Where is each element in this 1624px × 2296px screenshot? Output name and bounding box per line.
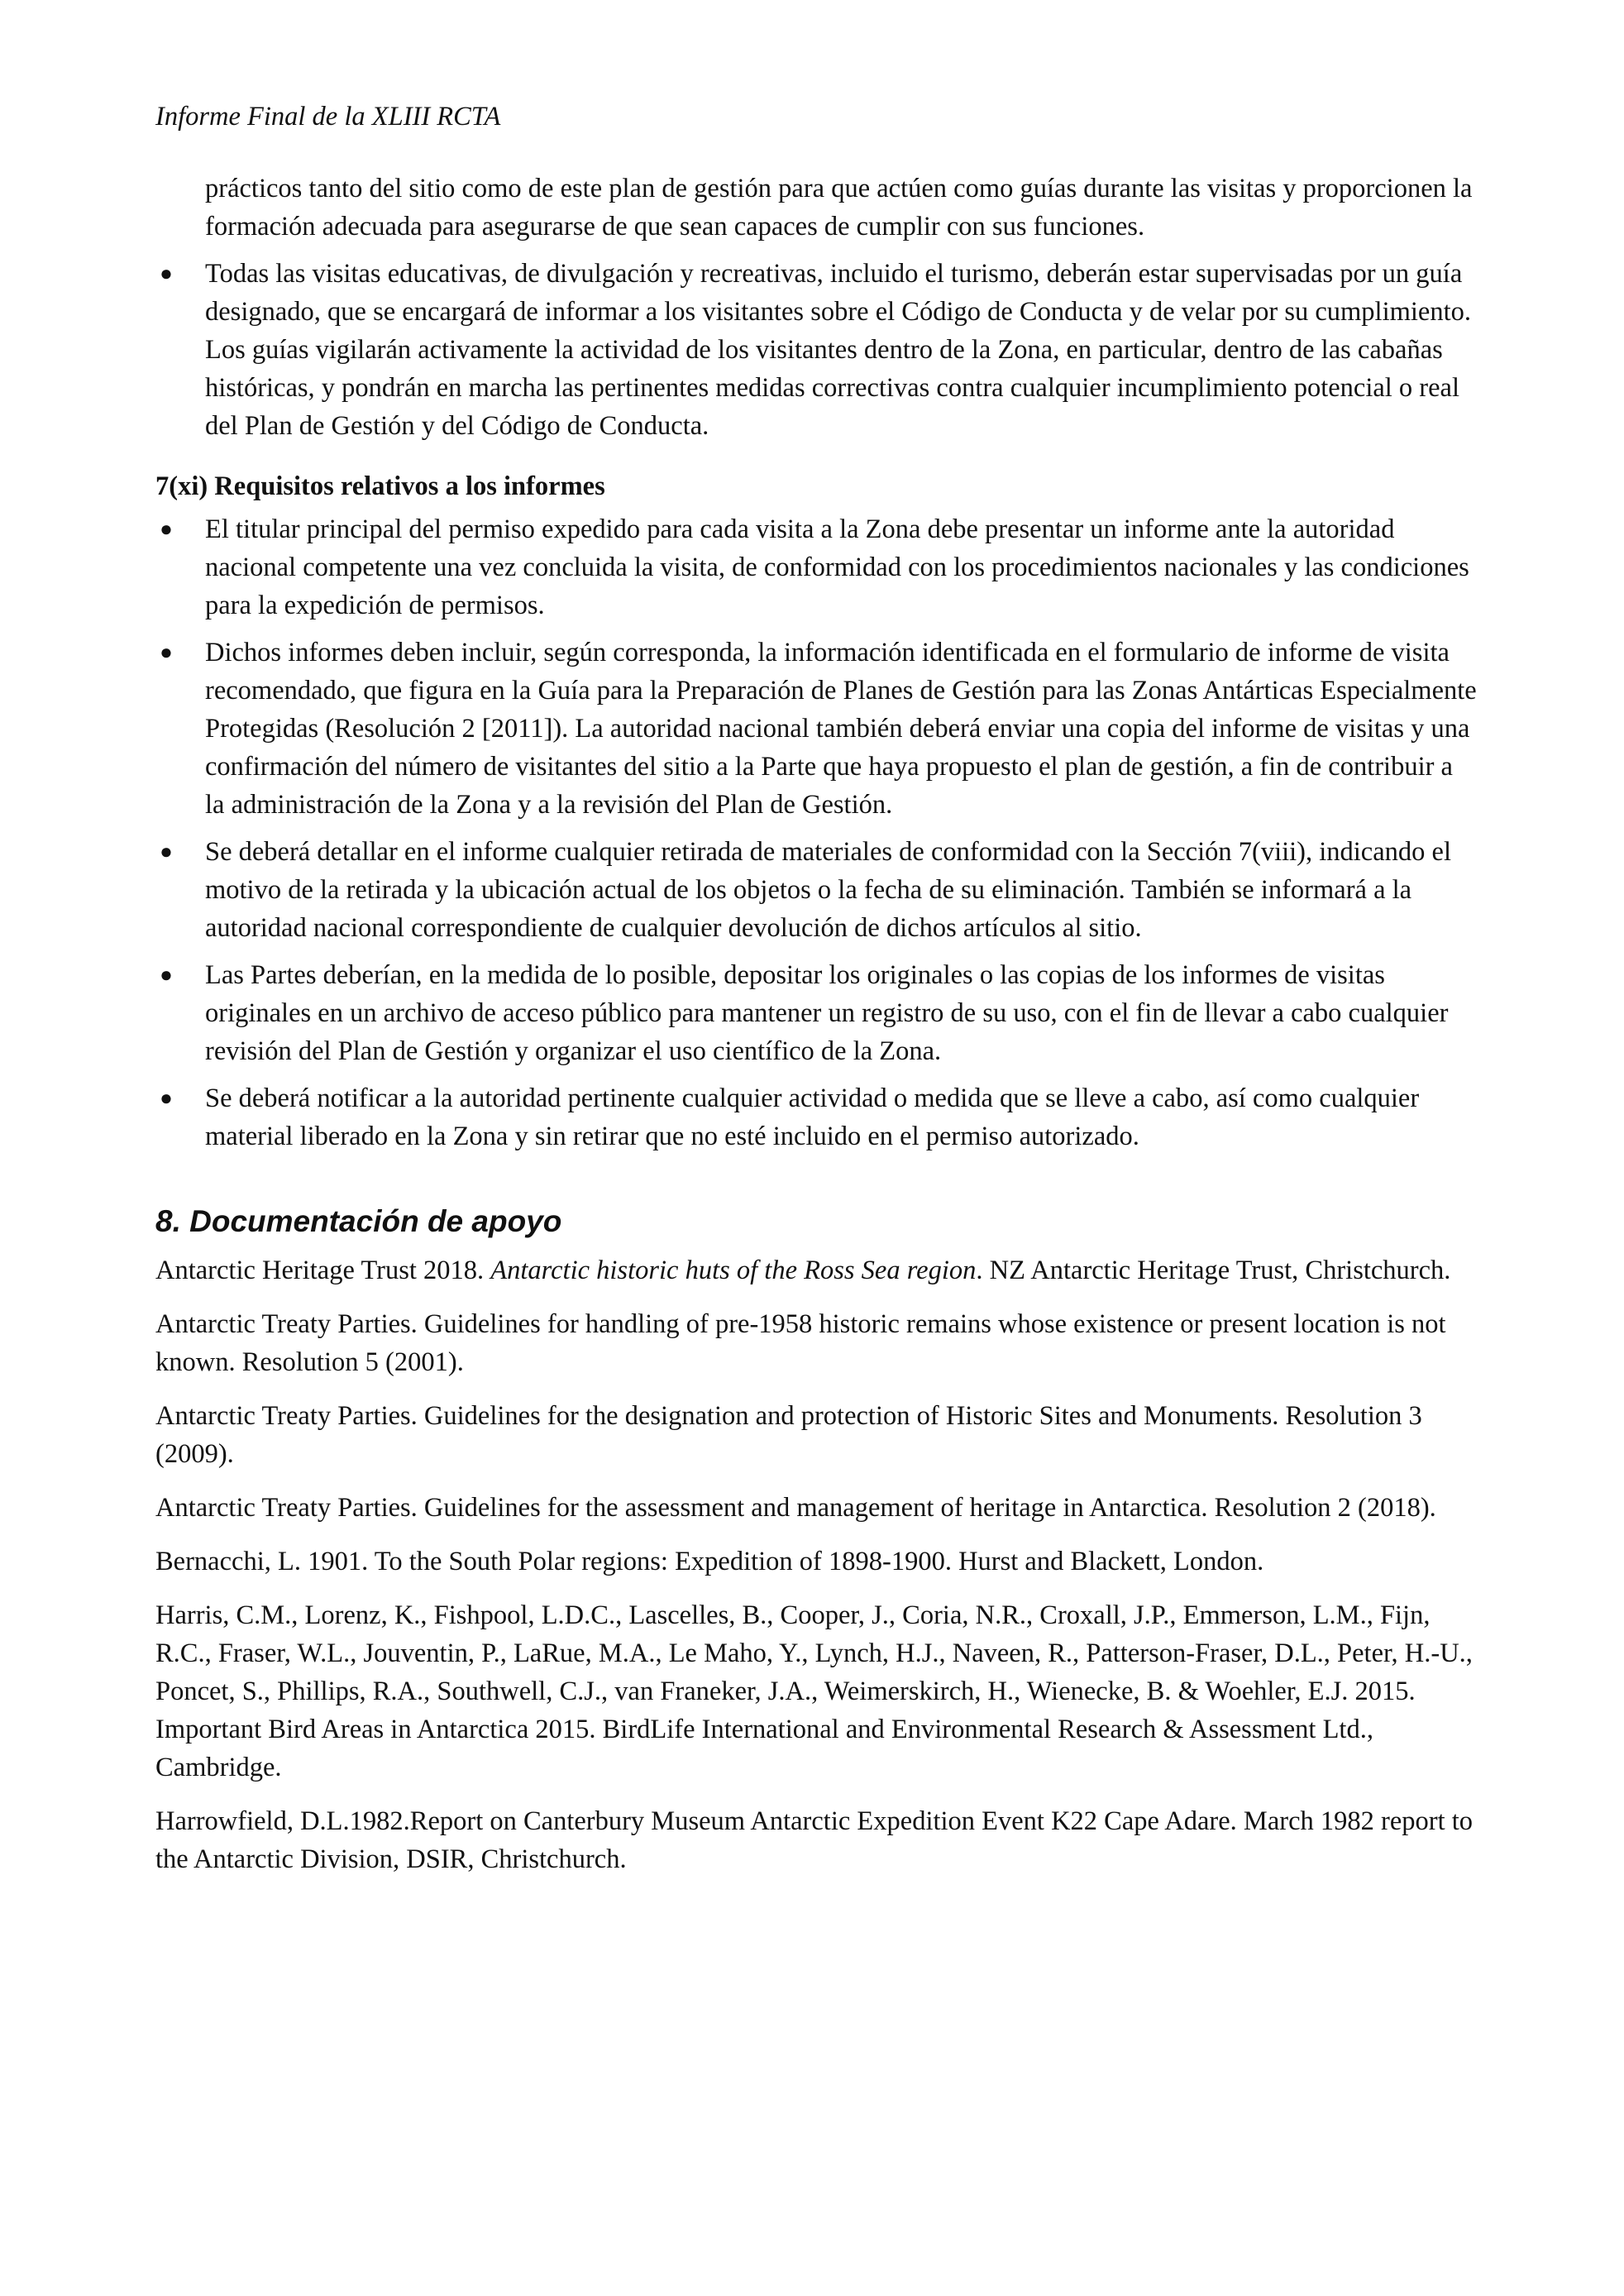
reference-entry: Antarctic Treaty Parties. Guidelines for handling of pre-1958 historic remains whose existence or present location is not known. Resolution 5 (2001). bbox=[155, 1309, 1446, 1377]
reference-text: Antarctic Heritage Trust 2018. bbox=[155, 1256, 491, 1285]
section-heading: 8. Documentación de apoyo bbox=[155, 1204, 562, 1238]
bullet-icon: ● bbox=[160, 261, 173, 285]
reference-entry: Antarctic Treaty Parties. Guidelines for the designation and protection of Historic Sites and Monuments. Resolution 3 (2009). bbox=[155, 1401, 1422, 1469]
bullet-list-top bbox=[155, 255, 1478, 445]
bullet-icon: ● bbox=[160, 640, 173, 664]
reference-entry: Harris, C.M., Lorenz, K., Fishpool, L.D.C., Lascelles, B., Cooper, J., Coria, N.R., Croxall, J.P., Emmerson, L.M., Fijn, R.C., Fraser, W.L., Jouventin, P., LaRue, M.A., Le Maho, Y., Lynch, H.J., Naveen, R., Patterson-Fraser, D.L., Peter, H.-U., Poncet, S., Phillips, R.A., Southwell, C.J., van Franeker, J.A., Weimerskirch, H., Wienecke, B. & Woehler, E.J. 2015. Important Bird Areas in Antarctica 2015. BirdLife International and Environmental Research & Assessment Ltd., Cambridge. bbox=[155, 1600, 1473, 1782]
bullet-icon: ● bbox=[160, 839, 173, 863]
list-item-text: El titular principal del permiso expedido para cada visita a la Zona debe presentar un informe ante la autoridad nacional competente una vez concluida la visita, de conformidad con los procedimientos nacionales y las condiciones para la expedición de permisos. bbox=[205, 514, 1469, 620]
list-item bbox=[155, 956, 1478, 1070]
continuation-paragraph: prácticos tanto del sitio como de este plan de gestión para que actúen como guías durante las visitas y proporcionen la formación adecuada para asegurarse de que sean capaces de cumplir con sus funciones. bbox=[205, 174, 1473, 242]
running-header: Informe Final de la XLIII RCTA bbox=[155, 102, 501, 132]
list-item-text: Las Partes deberían, en la medida de lo posible, depositar los originales o las copias de los informes de visitas originales en un archivo de acceso público para mantener un registro de su uso, con el fin de llevar a cabo cualquier revisión del Plan de Gestión y organizar el uso científico de la Zona. bbox=[205, 960, 1449, 1066]
subsection-heading: 7(xi) Requisitos relativos a los informes bbox=[155, 471, 605, 501]
bullet-icon: ● bbox=[160, 517, 173, 541]
list-item-text: Se deberá detallar en el informe cualquier retirada de materiales de conformidad con la Sección 7(viii), indicando el motivo de la retirada y la ubicación actual de los objetos o la fecha de su eliminación. También se informará a la autoridad nacional correspondiente de cualquier devolución de dichos artículos al sitio. bbox=[205, 837, 1451, 943]
list-item-text: Todas las visitas educativas, de divulgación y recreativas, incluido el turismo, deberán estar supervisadas por un guía designado, que se encargará de informar a los visitantes sobre el Código de Conducta y de velar por su cumplimiento. Los guías vigilarán activamente la actividad de los visitantes dentro de la Zona, en particular, dentro de las cabañas históricas, y pondrán en marcha las pertinentes medidas correctivas contra cualquier incumplimiento potencial o real del Plan de Gestión y del Código de Conducta. bbox=[205, 259, 1471, 441]
page-content bbox=[155, 170, 1478, 1878]
reference-text: . NZ Antarctic Heritage Trust, Christchurch. bbox=[976, 1256, 1451, 1285]
reference-entry bbox=[155, 1251, 1478, 1289]
list-item-text: Se deberá notificar a la autoridad pertinente cualquier actividad o medida que se lleve a cabo, así como cualquier material liberado en la Zona y sin retirar que no esté incluido en el permiso autorizado. bbox=[205, 1083, 1420, 1151]
reference-title-italic: Antarctic historic huts of the Ross Sea region bbox=[490, 1256, 977, 1285]
list-item bbox=[155, 1079, 1478, 1155]
list-item bbox=[155, 634, 1478, 824]
reference-entry: Harrowfield, D.L.1982.Report on Canterbury Museum Antarctic Expedition Event K22 Cape Adare. March 1982 report to the Antarctic Division, DSIR, Christchurch. bbox=[155, 1806, 1474, 1874]
list-item bbox=[155, 510, 1478, 624]
list-item bbox=[155, 833, 1478, 947]
list-item bbox=[155, 255, 1478, 445]
list-item-text: Dichos informes deben incluir, según corresponda, la información identificada en el formulario de informe de visita recomendado, que figura en la Guía para la Preparación de Planes de Gestión para las Zonas Antárticas Especialmente Protegidas (Resolución 2 [2011]). La autoridad nacional también deberá enviar una copia del informe de visitas y una confirmación del número de visitantes del sitio a la Parte que haya propuesto el plan de gestión, a fin de contribuir a la administración de la Zona y a la revisión del Plan de Gestión. bbox=[205, 638, 1477, 820]
bullet-icon: ● bbox=[160, 1086, 173, 1110]
reference-entry: Bernacchi, L. 1901. To the South Polar regions: Expedition of 1898-1900. Hurst and Blackett, London. bbox=[155, 1547, 1264, 1576]
bullet-list-reports bbox=[155, 510, 1478, 1155]
bullet-icon: ● bbox=[160, 963, 173, 987]
reference-list bbox=[155, 1251, 1478, 1878]
reference-entry: Antarctic Treaty Parties. Guidelines for the assessment and management of heritage in Antarctica. Resolution 2 (2018). bbox=[155, 1493, 1436, 1523]
